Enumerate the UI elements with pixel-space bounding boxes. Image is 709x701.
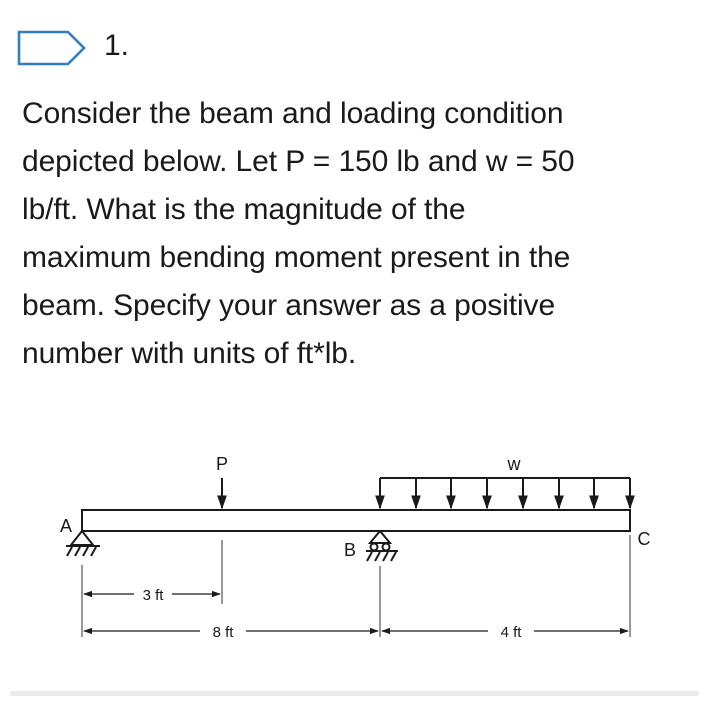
question-text-line: lb/ft. What is the magnitude of the: [22, 193, 466, 226]
question-number: 1.: [104, 29, 130, 62]
question-text-line: maximum bending moment present in the: [22, 241, 571, 274]
dimension-b-to-c-label: 4 ft: [500, 624, 522, 641]
dimension-a-to-b-label: 8 ft: [212, 624, 234, 641]
question-text-line: depicted below. Let P = 150 lb and w = 50: [22, 145, 575, 178]
beam: [82, 510, 630, 531]
dimension-b-to-c: [382, 624, 628, 641]
flag-icon[interactable]: [16, 28, 88, 68]
dimension-a-to-p: [84, 587, 220, 604]
question-text-line: beam. Specify your answer as a positive: [22, 289, 556, 322]
question-text-line: Consider the beam and loading condition: [22, 97, 564, 130]
question-text: [22, 90, 682, 378]
bottom-divider: [10, 691, 699, 696]
end-c-label: C: [637, 529, 651, 549]
question-text-line: number with units of ft*lb.: [22, 337, 357, 370]
beam-diagram: [40, 440, 680, 655]
distributed-load-label: w: [507, 454, 521, 474]
roller-support-icon: [366, 531, 398, 561]
point-load-label: P: [215, 454, 229, 474]
support-a-label: A: [59, 516, 73, 536]
dimension-a-to-p-label: 3 ft: [142, 587, 164, 604]
distributed-load-arrows: [380, 478, 630, 508]
dimension-a-to-b: [84, 624, 378, 641]
support-b-label: B: [343, 540, 357, 560]
